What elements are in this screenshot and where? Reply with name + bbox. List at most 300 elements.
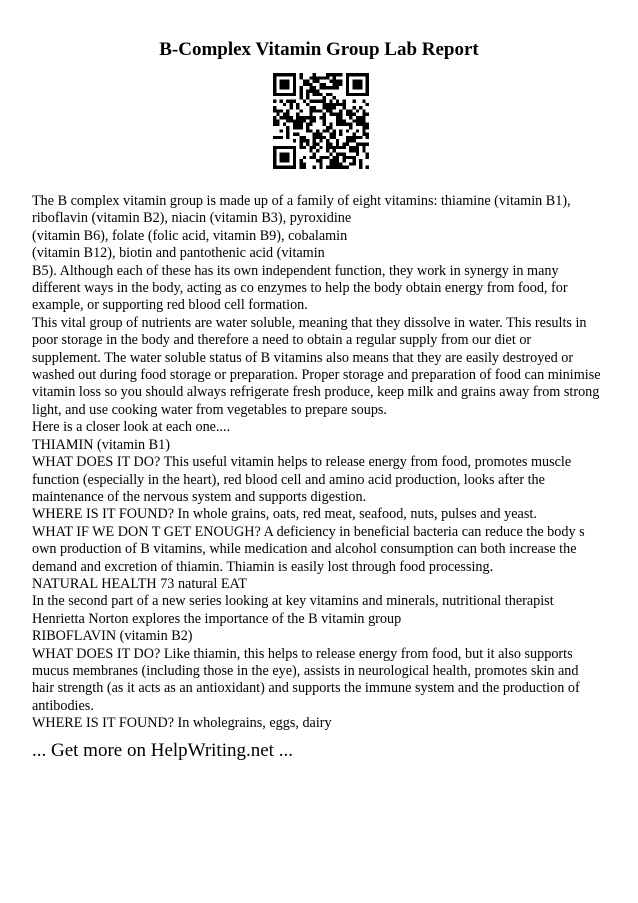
qr-module	[283, 166, 286, 169]
body-line: Here is a closer look at each one....	[32, 419, 231, 436]
qr-module	[349, 109, 352, 112]
qr-module	[366, 103, 369, 106]
qr-module	[313, 152, 316, 155]
qr-module	[336, 103, 339, 106]
qr-module	[329, 152, 332, 155]
qr-module	[349, 126, 352, 129]
body-line: This vital group of nutrients are water soluble, meaning that they dissolve in water. This results in	[32, 314, 587, 331]
qr-module	[293, 119, 296, 122]
qr-module	[296, 116, 299, 119]
qr-module	[336, 73, 339, 76]
qr-module	[329, 93, 332, 96]
qr-module	[313, 73, 316, 76]
qr-module	[339, 152, 342, 155]
qr-module	[329, 133, 332, 136]
qr-module	[329, 159, 332, 162]
qr-module	[349, 93, 352, 96]
qr-module	[323, 86, 326, 89]
qr-module	[349, 73, 352, 76]
qr-module	[273, 149, 276, 152]
qr-module	[326, 86, 329, 89]
body-line: demand and excretion of thiamin. Thiamin is easily lost through food processing.	[32, 558, 494, 575]
qr-module	[349, 149, 352, 152]
qr-module	[326, 146, 329, 149]
qr-module	[323, 113, 326, 116]
qr-module	[329, 123, 332, 126]
qr-module	[286, 99, 289, 102]
qr-module	[333, 136, 336, 139]
qr-module	[326, 129, 329, 132]
qr-module	[362, 113, 365, 116]
qr-module	[313, 133, 316, 136]
qr-module	[323, 106, 326, 109]
qr-module	[280, 93, 283, 96]
qr-module	[359, 166, 362, 169]
qr-module	[309, 146, 312, 149]
qr-module	[333, 83, 336, 86]
qr-module	[362, 146, 365, 149]
qr-module	[303, 80, 306, 83]
qr-module	[343, 99, 346, 102]
qr-module	[309, 123, 312, 126]
body-line: washed out during food storage or preparation. Proper storage and preparation of food can minimise	[32, 367, 601, 384]
qr-module	[286, 152, 289, 155]
qr-module	[366, 136, 369, 139]
body-line: maintenance of the nervous system and supports digestion.	[32, 488, 367, 505]
qr-module	[290, 93, 293, 96]
qr-module	[283, 116, 286, 119]
qr-module	[352, 136, 355, 139]
qr-module	[333, 76, 336, 79]
qr-module	[352, 83, 355, 86]
qr-module	[336, 113, 339, 116]
qr-module	[286, 73, 289, 76]
qr-module	[336, 166, 339, 169]
qr-module	[333, 106, 336, 109]
qr-module	[359, 143, 362, 146]
qr-module	[306, 116, 309, 119]
qr-module	[356, 86, 359, 89]
qr-module	[313, 86, 316, 89]
body-line: supplement. The water soluble status of B vitamins also means that they are easily destroyed or	[32, 349, 574, 366]
qr-module	[366, 73, 369, 76]
qr-module	[313, 99, 316, 102]
qr-module	[336, 80, 339, 83]
qr-module	[349, 136, 352, 139]
qr-module	[359, 159, 362, 162]
qr-module	[326, 103, 329, 106]
qr-module	[346, 113, 349, 116]
qr-module	[313, 76, 316, 79]
qr-module	[273, 99, 276, 102]
qr-module	[333, 129, 336, 132]
qr-module	[346, 139, 349, 142]
qr-module	[352, 133, 355, 136]
qr-module	[339, 116, 342, 119]
qr-module	[286, 116, 289, 119]
qr-module	[299, 146, 302, 149]
body-line: (vitamin B12), biotin and pantothenic acid (vitamin	[32, 245, 325, 262]
qr-module	[352, 146, 355, 149]
qr-module	[346, 166, 349, 169]
qr-module	[359, 73, 362, 76]
qr-module	[352, 93, 355, 96]
qr-module	[336, 99, 339, 102]
qr-module	[316, 93, 319, 96]
qr-module	[283, 123, 286, 126]
qr-module	[283, 93, 286, 96]
qr-module	[276, 146, 279, 149]
qr-module	[276, 119, 279, 122]
qr-module	[299, 93, 302, 96]
qr-module	[286, 159, 289, 162]
qr-module	[293, 80, 296, 83]
qr-module	[319, 99, 322, 102]
qr-module	[339, 80, 342, 83]
qr-module	[273, 73, 276, 76]
qr-module	[329, 113, 332, 116]
qr-module	[293, 90, 296, 93]
qr-module	[273, 146, 276, 149]
qr-module	[306, 103, 309, 106]
qr-module	[336, 143, 339, 146]
qr-module	[273, 93, 276, 96]
qr-module	[356, 136, 359, 139]
qr-module	[326, 126, 329, 129]
qr-module	[303, 99, 306, 102]
qr-module	[352, 113, 355, 116]
qr-module	[356, 119, 359, 122]
qr-module	[339, 123, 342, 126]
qr-module	[306, 80, 309, 83]
qr-module	[319, 166, 322, 169]
qr-module	[356, 73, 359, 76]
qr-module	[313, 156, 316, 159]
qr-module	[346, 83, 349, 86]
qr-module	[336, 123, 339, 126]
qr-module	[339, 119, 342, 122]
qr-module	[352, 156, 355, 159]
qr-module	[333, 166, 336, 169]
qr-module	[359, 123, 362, 126]
qr-module	[366, 133, 369, 136]
qr-module	[339, 146, 342, 149]
qr-module	[286, 126, 289, 129]
qr-module	[283, 146, 286, 149]
qr-module	[286, 166, 289, 169]
body-line: (vitamin B6), folate (folic acid, vitamin B9), cobalamin	[32, 227, 348, 244]
qr-module	[346, 109, 349, 112]
qr-module	[356, 116, 359, 119]
qr-module	[313, 80, 316, 83]
qr-module	[352, 139, 355, 142]
qr-module	[299, 76, 302, 79]
qr-module	[273, 162, 276, 165]
qr-module	[299, 109, 302, 112]
qr-module	[316, 99, 319, 102]
qr-module	[313, 146, 316, 149]
qr-module	[306, 139, 309, 142]
get-more-link[interactable]: ... Get more on HelpWriting.net ...	[32, 740, 293, 761]
qr-module	[280, 136, 283, 139]
qr-module	[319, 156, 322, 159]
qr-module	[280, 99, 283, 102]
qr-module	[323, 116, 326, 119]
qr-module	[333, 149, 336, 152]
qr-module	[276, 166, 279, 169]
body-line: light, and use cooking water from vegetables to prepare soups.	[32, 401, 387, 418]
qr-module	[359, 162, 362, 165]
qr-module	[326, 106, 329, 109]
qr-module	[316, 133, 319, 136]
qr-module	[339, 73, 342, 76]
qr-module	[309, 149, 312, 152]
qr-module	[276, 123, 279, 126]
qr-module	[316, 80, 319, 83]
body-line: WHAT IF WE DON T GET ENOUGH? A deficiency in beneficial bacteria can reduce the body s	[32, 523, 585, 540]
qr-module	[323, 83, 326, 86]
qr-module	[286, 136, 289, 139]
qr-module	[309, 113, 312, 116]
qr-module	[346, 143, 349, 146]
qr-module	[339, 162, 342, 165]
qr-module	[333, 73, 336, 76]
qr-module	[293, 152, 296, 155]
qr-module	[276, 109, 279, 112]
qr-module	[319, 136, 322, 139]
qr-module	[280, 86, 283, 89]
qr-module	[276, 93, 279, 96]
qr-module	[339, 83, 342, 86]
qr-module	[280, 80, 283, 83]
qr-module	[280, 152, 283, 155]
section-heading: RIBOFLAVIN (vitamin B2)	[32, 628, 193, 645]
qr-module	[329, 80, 332, 83]
qr-module	[293, 76, 296, 79]
qr-module	[319, 93, 322, 96]
qr-module	[286, 86, 289, 89]
qr-module	[323, 136, 326, 139]
qr-module	[286, 83, 289, 86]
qr-module	[352, 159, 355, 162]
qr-module	[359, 86, 362, 89]
qr-module	[336, 162, 339, 165]
qr-module	[343, 159, 346, 162]
qr-module	[286, 129, 289, 132]
qr-module	[293, 123, 296, 126]
qr-module	[329, 126, 332, 129]
qr-module	[299, 166, 302, 169]
qr-module	[319, 116, 322, 119]
body-line: WHERE IS IT FOUND? In whole grains, oats, red meat, seafood, nuts, pulses and yeast.	[32, 506, 537, 523]
qr-module	[286, 80, 289, 83]
qr-module	[356, 93, 359, 96]
qr-module	[273, 80, 276, 83]
qr-module	[309, 90, 312, 93]
qr-module	[319, 83, 322, 86]
qr-module	[329, 103, 332, 106]
qr-module	[293, 159, 296, 162]
qr-module	[280, 83, 283, 86]
qr-module	[313, 116, 316, 119]
qr-module	[306, 96, 309, 99]
qr-module	[280, 116, 283, 119]
qr-module	[309, 76, 312, 79]
qr-module	[306, 143, 309, 146]
qr-module	[299, 123, 302, 126]
qr-module	[316, 76, 319, 79]
qr-module	[349, 162, 352, 165]
qr-module	[359, 119, 362, 122]
qr-module	[283, 73, 286, 76]
body-line: different ways in the body, acting as co enzymes to help the body obtain energy from food, for	[32, 280, 568, 297]
qr-module	[343, 123, 346, 126]
qr-module	[326, 93, 329, 96]
document-title: B-Complex Vitamin Group Lab Report	[159, 39, 479, 60]
qr-module	[346, 93, 349, 96]
qr-module	[290, 103, 293, 106]
qr-module	[326, 143, 329, 146]
section-heading: THIAMIN (vitamin B1)	[32, 436, 170, 453]
qr-module	[346, 123, 349, 126]
qr-module	[319, 109, 322, 112]
qr-module	[273, 116, 276, 119]
qr-module	[273, 106, 276, 109]
qr-module	[316, 129, 319, 132]
qr-module	[362, 133, 365, 136]
qr-module	[316, 159, 319, 162]
qr-module	[293, 86, 296, 89]
qr-module	[303, 166, 306, 169]
qr-module	[276, 73, 279, 76]
qr-module	[303, 83, 306, 86]
qr-module	[323, 99, 326, 102]
qr-module	[303, 119, 306, 122]
qr-module	[299, 126, 302, 129]
qr-module	[359, 136, 362, 139]
qr-module	[356, 123, 359, 126]
qr-module	[309, 86, 312, 89]
body-line: B5). Although each of these has its own independent function, they work in synergy in many	[32, 262, 559, 279]
qr-module	[329, 73, 332, 76]
qr-module	[352, 80, 355, 83]
qr-module	[299, 159, 302, 162]
qr-module	[323, 156, 326, 159]
qr-module	[349, 113, 352, 116]
qr-module	[273, 152, 276, 155]
qr-module	[343, 106, 346, 109]
qr-module	[333, 103, 336, 106]
qr-module	[366, 152, 369, 155]
body-line: example, or supporting red blood cell formation.	[32, 297, 308, 314]
qr-module	[290, 119, 293, 122]
qr-module	[349, 156, 352, 159]
qr-module	[323, 76, 326, 79]
qr-module	[333, 156, 336, 159]
qr-module	[346, 73, 349, 76]
qr-module	[336, 146, 339, 149]
qr-module	[319, 133, 322, 136]
qr-module	[316, 136, 319, 139]
qr-module	[313, 90, 316, 93]
qr-module	[362, 126, 365, 129]
qr-module	[343, 103, 346, 106]
qr-module	[326, 149, 329, 152]
qr-module	[356, 109, 359, 112]
qr-module	[366, 143, 369, 146]
qr-module	[309, 116, 312, 119]
qr-code-icon	[273, 73, 369, 169]
qr-module	[356, 152, 359, 155]
qr-module	[346, 76, 349, 79]
qr-module	[280, 156, 283, 159]
qr-module	[326, 109, 329, 112]
qr-module	[343, 143, 346, 146]
qr-module	[326, 156, 329, 159]
qr-module	[333, 133, 336, 136]
qr-module	[356, 143, 359, 146]
qr-module	[333, 159, 336, 162]
qr-module	[306, 123, 309, 126]
qr-module	[273, 76, 276, 79]
qr-module	[299, 162, 302, 165]
qr-module	[286, 113, 289, 116]
qr-module	[366, 123, 369, 126]
qr-module	[286, 146, 289, 149]
qr-module	[323, 103, 326, 106]
qr-module	[366, 166, 369, 169]
qr-module	[359, 116, 362, 119]
body-line: hair strength (as it acts as an antioxidant) and supports the immune system and the production of	[32, 680, 580, 697]
qr-module	[319, 86, 322, 89]
body-line: In the second part of a new series looking at key vitamins and minerals, nutritional therapist	[32, 593, 554, 610]
qr-module	[296, 119, 299, 122]
qr-module	[336, 86, 339, 89]
qr-module	[362, 143, 365, 146]
qr-module	[313, 109, 316, 112]
qr-module	[349, 123, 352, 126]
qr-module	[306, 126, 309, 129]
qr-module	[313, 93, 316, 96]
qr-module	[273, 119, 276, 122]
qr-module	[280, 109, 283, 112]
qr-module	[319, 139, 322, 142]
body-line: function (especially in the heart), red blood cell and amino acid production, looks after the	[32, 471, 545, 488]
qr-module	[280, 159, 283, 162]
qr-module	[293, 139, 296, 142]
qr-module	[286, 133, 289, 136]
qr-module	[329, 136, 332, 139]
qr-module	[293, 162, 296, 165]
qr-module	[336, 152, 339, 155]
qr-module	[352, 149, 355, 152]
qr-module	[352, 99, 355, 102]
body-line: riboflavin (vitamin B2), niacin (vitamin B3), pyroxidine	[32, 210, 352, 227]
qr-module	[356, 83, 359, 86]
qr-module	[333, 113, 336, 116]
qr-module	[366, 113, 369, 116]
qr-module	[293, 149, 296, 152]
qr-module	[329, 99, 332, 102]
qr-module	[362, 93, 365, 96]
qr-module	[349, 139, 352, 142]
qr-module	[280, 166, 283, 169]
qr-module	[333, 162, 336, 165]
qr-module	[366, 80, 369, 83]
qr-module	[352, 162, 355, 165]
qr-module	[273, 83, 276, 86]
qr-module	[293, 126, 296, 129]
